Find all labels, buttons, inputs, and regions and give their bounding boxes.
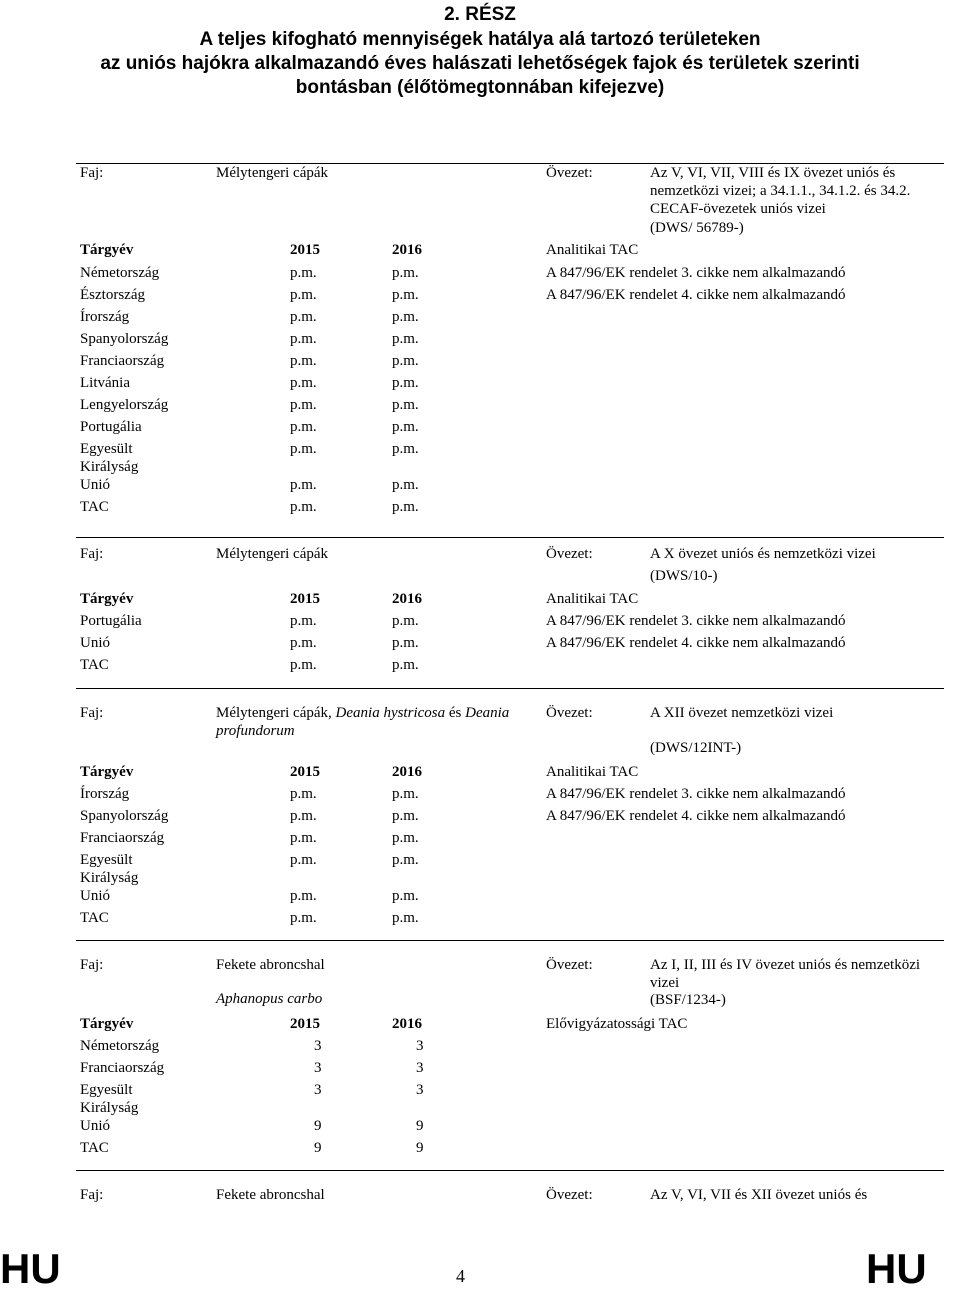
row-country: Unió	[80, 477, 110, 493]
ovezet-label: Övezet:	[546, 957, 593, 973]
col-2016: 2016	[392, 591, 422, 607]
species-name: Fekete abroncshal	[216, 957, 325, 973]
zone-line: nemzetközi vizei; a 34.1.1., 34.1.2. és 34.2.	[650, 183, 911, 199]
zone-code: (DWS/12INT-)	[650, 740, 742, 756]
row-country: Franciaország	[80, 353, 165, 369]
species-common: Mélytengeri cápák,	[216, 705, 336, 721]
row-country: Észtország	[80, 287, 145, 303]
row-country: Spanyolország	[80, 808, 169, 824]
row-2015: 3	[314, 1082, 322, 1098]
species-name: Fekete abroncshal	[216, 1187, 325, 1203]
faj-label: Faj:	[80, 1187, 104, 1203]
row-2016: 3	[416, 1060, 424, 1076]
col-2015: 2015	[290, 242, 320, 258]
row-country-cont: Királyság	[80, 459, 139, 475]
faj-label: Faj:	[80, 546, 104, 562]
row-country: Írország	[80, 786, 130, 802]
row-country: Unió	[80, 1118, 110, 1134]
row-country: Lengyelország	[80, 397, 169, 413]
row-2015: p.m.	[290, 309, 317, 325]
page-title-line-1: A teljes kifogható mennyiségek hatálya alá tartozó területeken	[199, 29, 761, 50]
zone-line: A XII övezet nemzetközi vizei	[650, 705, 834, 721]
row-2015: p.m.	[290, 477, 317, 493]
row-note: A 847/96/EK rendelet 3. cikke nem alkalmazandó	[546, 265, 846, 281]
footer-language-left: HU	[0, 1245, 61, 1292]
row-2016: p.m.	[392, 635, 419, 651]
row-2016: 9	[416, 1118, 424, 1134]
row-2015: p.m.	[290, 657, 317, 673]
row-country: Egyesült	[80, 1082, 133, 1098]
ovezet-label: Övezet:	[546, 165, 593, 181]
row-country: Franciaország	[80, 1060, 165, 1076]
row-2016: p.m.	[392, 397, 419, 413]
species-latin: Aphanopus carbo	[216, 991, 323, 1007]
row-2016: p.m.	[392, 375, 419, 391]
row-2015: p.m.	[290, 910, 317, 926]
row-note: A 847/96/EK rendelet 3. cikke nem alkalmazandó	[546, 613, 846, 629]
zone-code: (BSF/1234-)	[650, 992, 726, 1008]
row-2015: p.m.	[290, 613, 317, 629]
row-2015: p.m.	[290, 287, 317, 303]
row-country: Egyesült	[80, 441, 133, 457]
row-2016: p.m.	[392, 265, 419, 281]
row-2016: 9	[416, 1140, 424, 1156]
section-divider	[76, 688, 944, 689]
row-2015: p.m.	[290, 888, 317, 904]
row-2015: p.m.	[290, 353, 317, 369]
row-country: Németország	[80, 265, 160, 281]
row-2016: p.m.	[392, 657, 419, 673]
row-country: Portugália	[80, 613, 142, 629]
row-2015: p.m.	[290, 499, 317, 515]
row-country: Unió	[80, 635, 110, 651]
row-2015: p.m.	[290, 419, 317, 435]
col-targyev: Tárgyév	[80, 591, 134, 607]
row-2015: p.m.	[290, 397, 317, 413]
row-2015: p.m.	[290, 375, 317, 391]
row-2016: p.m.	[392, 808, 419, 824]
row-country: TAC	[80, 657, 109, 673]
section-divider	[76, 163, 944, 164]
row-2015: 9	[314, 1140, 322, 1156]
tac-type: Analitikai TAC	[546, 764, 639, 780]
row-note: A 847/96/EK rendelet 4. cikke nem alkalmazandó	[546, 635, 846, 651]
faj-label: Faj:	[80, 705, 104, 721]
row-country-cont: Királyság	[80, 1100, 139, 1116]
row-note: A 847/96/EK rendelet 4. cikke nem alkalmazandó	[546, 287, 846, 303]
row-2015: p.m.	[290, 808, 317, 824]
row-country: Spanyolország	[80, 331, 169, 347]
species-latin: profundorum	[216, 723, 295, 739]
footer-language-right: HU	[866, 1245, 927, 1292]
row-note: A 847/96/EK rendelet 3. cikke nem alkalmazandó	[546, 786, 846, 802]
ovezet-label: Övezet:	[546, 705, 593, 721]
col-2016: 2016	[392, 1016, 422, 1032]
page-title-line-2: az uniós hajókra alkalmazandó éves halászati lehetőségek fajok és területek szerinti	[100, 53, 860, 74]
species-latin: Deania	[465, 705, 510, 721]
row-2016: p.m.	[392, 786, 419, 802]
row-2016: p.m.	[392, 477, 419, 493]
row-country: Németország	[80, 1038, 160, 1054]
zone-code: (DWS/10-)	[650, 568, 718, 584]
page-title-line-3: bontásban (élőtömegtonnában kifejezve)	[295, 77, 665, 98]
species-name: Mélytengeri cápák	[216, 165, 329, 181]
faj-label: Faj:	[80, 165, 104, 181]
row-2015: p.m.	[290, 786, 317, 802]
col-2015: 2015	[290, 764, 320, 780]
row-country: TAC	[80, 499, 109, 515]
species-name	[216, 705, 509, 722]
col-2016: 2016	[392, 242, 422, 258]
row-2015: p.m.	[290, 635, 317, 651]
zone-line: Az I, II, III és IV övezet uniós és nemzetközi	[650, 957, 921, 973]
row-country: TAC	[80, 1140, 109, 1156]
col-2016: 2016	[392, 764, 422, 780]
tac-type: Elővigyázatossági TAC	[546, 1016, 688, 1032]
row-2015: 9	[314, 1118, 322, 1134]
ovezet-label: Övezet:	[546, 546, 593, 562]
row-2015: 3	[314, 1038, 322, 1054]
row-2015: p.m.	[290, 265, 317, 281]
tac-type: Analitikai TAC	[546, 591, 639, 607]
row-2016: 3	[416, 1082, 424, 1098]
zone-line: Az V, VI, VII, VIII és IX övezet uniós és	[650, 165, 896, 181]
zone-line: CECAF-övezetek uniós vizei	[650, 201, 826, 217]
row-2015: p.m.	[290, 852, 317, 868]
row-country: TAC	[80, 910, 109, 926]
row-2016: p.m.	[392, 419, 419, 435]
row-2016: p.m.	[392, 888, 419, 904]
row-2016: p.m.	[392, 353, 419, 369]
section-divider	[76, 537, 944, 538]
col-2015: 2015	[290, 1016, 320, 1032]
col-targyev: Tárgyév	[80, 764, 134, 780]
row-2016: p.m.	[392, 613, 419, 629]
species-conj: és	[445, 705, 466, 721]
col-targyev: Tárgyév	[80, 242, 134, 258]
row-2016: p.m.	[392, 331, 419, 347]
page-number: 4	[456, 1266, 465, 1286]
species-latin: Deania hystricosa	[335, 705, 446, 721]
zone-line: Az V, VI, VII és XII övezet uniós és	[650, 1187, 868, 1203]
row-country: Franciaország	[80, 830, 165, 846]
row-2016: p.m.	[392, 852, 419, 868]
col-2015: 2015	[290, 591, 320, 607]
part-heading: 2. RÉSZ	[444, 4, 516, 25]
zone-line: A X övezet uniós és nemzetközi vizei	[650, 546, 876, 562]
section-divider	[76, 940, 944, 941]
row-country: Portugália	[80, 419, 142, 435]
row-country: Unió	[80, 888, 110, 904]
col-targyev: Tárgyév	[80, 1016, 134, 1032]
row-country: Litvánia	[80, 375, 130, 391]
row-2016: p.m.	[392, 499, 419, 515]
row-country: Írország	[80, 309, 130, 325]
row-2016: 3	[416, 1038, 424, 1054]
tac-type: Analitikai TAC	[546, 242, 639, 258]
section-divider	[76, 1170, 944, 1171]
species-name: Mélytengeri cápák	[216, 546, 329, 562]
row-country-cont: Királyság	[80, 870, 139, 886]
faj-label: Faj:	[80, 957, 104, 973]
row-2016: p.m.	[392, 287, 419, 303]
row-2015: 3	[314, 1060, 322, 1076]
zone-code: (DWS/ 56789-)	[650, 220, 744, 236]
row-2016: p.m.	[392, 309, 419, 325]
row-2016: p.m.	[392, 441, 419, 457]
ovezet-label: Övezet:	[546, 1187, 593, 1203]
row-2015: p.m.	[290, 331, 317, 347]
row-2015: p.m.	[290, 441, 317, 457]
row-2016: p.m.	[392, 910, 419, 926]
zone-line: vizei	[650, 975, 680, 991]
row-country: Egyesült	[80, 852, 133, 868]
row-2016: p.m.	[392, 830, 419, 846]
row-2015: p.m.	[290, 830, 317, 846]
row-note: A 847/96/EK rendelet 4. cikke nem alkalmazandó	[546, 808, 846, 824]
